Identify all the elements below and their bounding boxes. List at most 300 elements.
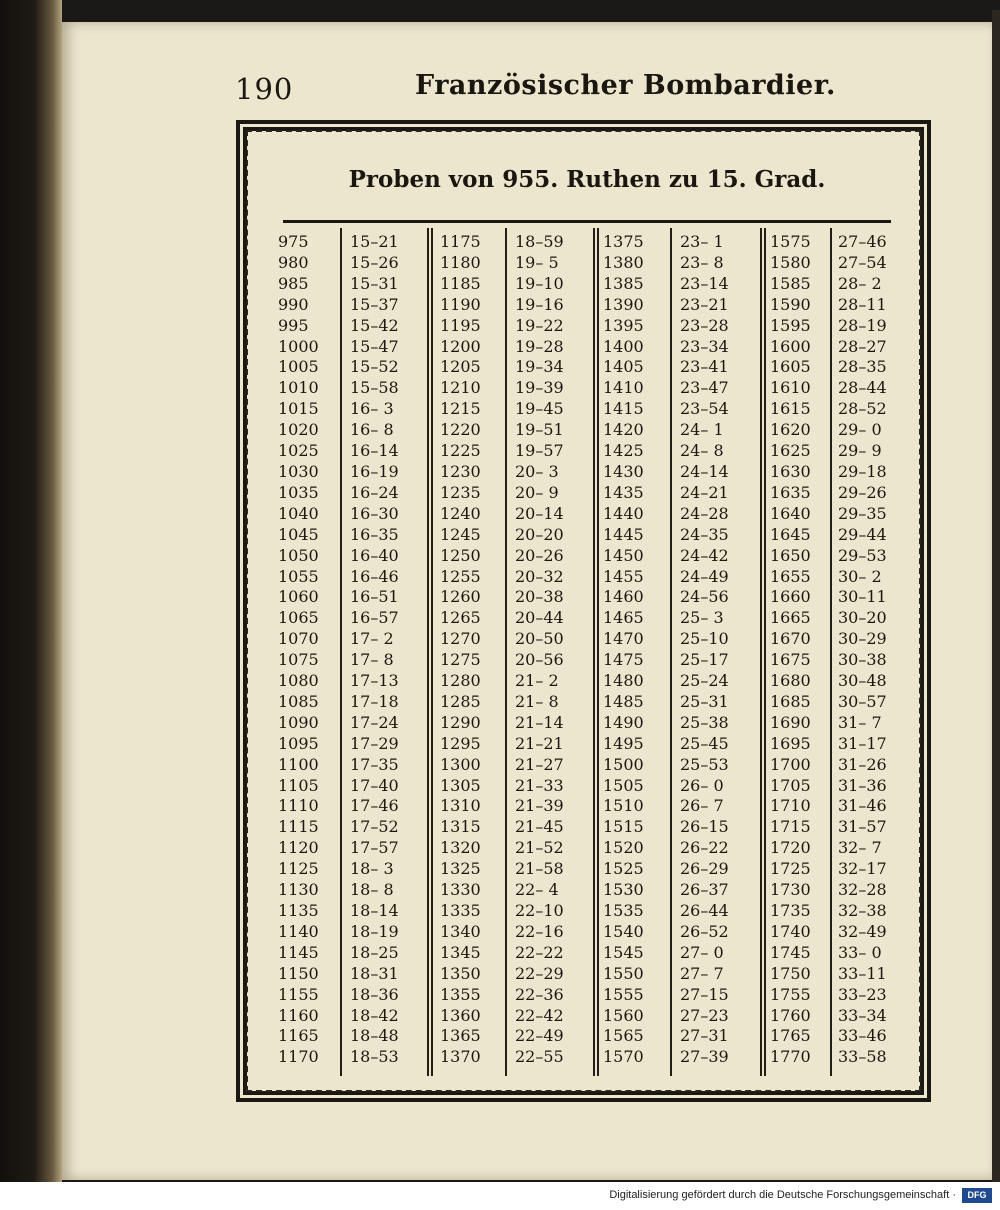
table-cell-distance: 1215 <box>440 399 481 419</box>
table-cell-distance: 1750 <box>770 963 811 983</box>
table-cell-distance: 1735 <box>770 901 811 920</box>
table-cell-value: 24– 8 <box>680 441 724 461</box>
table-cell-distance: 1500 <box>603 754 644 774</box>
table-cell-value: 32–49 <box>838 921 887 941</box>
table-cell-value: 19–57 <box>515 441 564 461</box>
table-cell-value: 25–31 <box>680 691 729 711</box>
table-cell-value: 16–24 <box>350 482 399 502</box>
table-cell-value: 18– 3 <box>350 859 394 879</box>
table-cell-value: 30– 2 <box>838 566 882 586</box>
table-cell-distance: 1080 <box>278 671 319 691</box>
table-cell-distance: 1135 <box>278 901 319 920</box>
table-cell-distance: 1525 <box>603 859 644 879</box>
table-cell-distance: 1460 <box>603 587 644 607</box>
table-cell-distance: 1380 <box>603 252 644 272</box>
table-cell-distance: 1060 <box>278 587 319 607</box>
table-cell-value: 23–41 <box>680 357 729 377</box>
table-cell-distance: 1760 <box>770 1005 811 1025</box>
table-cell-value: 28–27 <box>838 336 887 356</box>
table-cell-value: 29–44 <box>838 524 887 544</box>
column-divider <box>670 228 672 1076</box>
table-cell-value: 20– 3 <box>515 461 559 481</box>
table-cell-value: 19–16 <box>515 294 564 314</box>
table-cell-distance: 1560 <box>603 1005 644 1025</box>
table-cell-value: 23–28 <box>680 315 729 335</box>
table-cell-distance: 1745 <box>770 942 811 962</box>
table-cell-value: 28– 2 <box>838 273 882 293</box>
table-cell-value: 33– 0 <box>838 942 882 962</box>
table-cell-value: 16–30 <box>350 503 399 523</box>
table-cell-value: 26–29 <box>680 859 729 879</box>
table-cell-value: 27–46 <box>838 232 887 251</box>
table-cell-value: 18– 8 <box>350 880 394 900</box>
table-cell-distance: 1635 <box>770 482 811 502</box>
table-cell-value: 24–28 <box>680 503 729 523</box>
table-cell-distance: 1655 <box>770 566 811 586</box>
table-cell-distance: 1275 <box>440 650 481 670</box>
table-cell-value: 24–42 <box>680 545 729 565</box>
table-cell-distance: 1070 <box>278 629 319 649</box>
table-cell-value: 21–52 <box>515 838 564 858</box>
table-cell-value: 22– 4 <box>515 880 559 900</box>
table-cell-distance: 1480 <box>603 671 644 691</box>
table-cell-distance: 1185 <box>440 273 481 293</box>
table-cell-value: 17– 2 <box>350 629 394 649</box>
table-cell-value: 29–53 <box>838 545 887 565</box>
table-cell-value: 25–10 <box>680 629 729 649</box>
table-cell-distance: 1485 <box>603 691 644 711</box>
table-cell-distance: 1605 <box>770 357 811 377</box>
table-cell-value: 24–56 <box>680 587 729 607</box>
table-cell-distance: 1680 <box>770 671 811 691</box>
table-cell-value: 33–46 <box>838 1026 887 1046</box>
table-cell-distance: 1445 <box>603 524 644 544</box>
table-cell-value: 16–57 <box>350 608 399 628</box>
table-cell-distance: 1495 <box>603 733 644 753</box>
table-cell-value: 22–22 <box>515 942 564 962</box>
table-cell-distance: 1000 <box>278 336 319 356</box>
table-cell-value: 19–10 <box>515 273 564 293</box>
table-cell-distance: 1300 <box>440 754 481 774</box>
table-cell-value: 26– 7 <box>680 796 724 816</box>
table-cell-value: 31–36 <box>838 775 887 795</box>
distance-column <box>278 232 319 1068</box>
table-cell-distance: 1640 <box>770 503 811 523</box>
table-cell-distance: 1310 <box>440 796 481 816</box>
table-cell-distance: 1220 <box>440 420 481 440</box>
table-cell-distance: 1100 <box>278 754 319 774</box>
table-cell-distance: 1695 <box>770 733 811 753</box>
table-cell-distance: 1110 <box>278 796 319 816</box>
table-cell-distance: 1455 <box>603 566 644 586</box>
table-cell-distance: 1150 <box>278 963 319 983</box>
table-cell-distance: 1335 <box>440 901 481 920</box>
table-cell-distance: 1190 <box>440 294 481 314</box>
column-divider <box>427 228 429 1076</box>
table-cell-value: 23–14 <box>680 273 729 293</box>
column-divider <box>830 228 832 1076</box>
table-cell-distance: 1255 <box>440 566 481 586</box>
table-cell-distance: 1620 <box>770 420 811 440</box>
table-cell-distance: 1575 <box>770 232 811 251</box>
table-cell-distance: 980 <box>278 252 309 272</box>
table-cell-value: 21– 8 <box>515 691 559 711</box>
table-cell-distance: 1770 <box>770 1047 811 1067</box>
table-cell-distance: 1625 <box>770 441 811 461</box>
table-cell-distance: 1490 <box>603 712 644 732</box>
table-cell-value: 24– 1 <box>680 420 724 440</box>
table-cell-distance: 1685 <box>770 691 811 711</box>
table-cell-value: 19–34 <box>515 357 564 377</box>
table-cell-value: 18–19 <box>350 921 399 941</box>
dfg-logo: DFG <box>962 1188 992 1203</box>
table-cell-value: 22–29 <box>515 963 564 983</box>
table-cell-distance: 1415 <box>603 399 644 419</box>
table-cell-value: 25–38 <box>680 712 729 732</box>
table-cell-value: 26–44 <box>680 901 729 920</box>
table-cell-value: 27–15 <box>680 984 729 1004</box>
table-cell-distance: 1210 <box>440 378 481 398</box>
column-divider <box>764 228 766 1076</box>
table-cell-value: 22–10 <box>515 901 564 920</box>
table-cell-distance: 1450 <box>603 545 644 565</box>
table-cell-value: 20–50 <box>515 629 564 649</box>
table-cell-value: 20–14 <box>515 503 564 523</box>
digitization-footer <box>0 1182 1000 1210</box>
table-cell-value: 24–21 <box>680 482 729 502</box>
table-cell-value: 22–42 <box>515 1005 564 1025</box>
table-title: Proben von 955. Ruthen zu 15. Grad. <box>348 166 826 193</box>
table-cell-distance: 1025 <box>278 441 319 461</box>
table-cell-value: 26–52 <box>680 921 729 941</box>
table-cell-value: 27–39 <box>680 1047 729 1067</box>
column-divider <box>505 228 507 1076</box>
table-cell-distance: 1090 <box>278 712 319 732</box>
table-cell-value: 23– 8 <box>680 252 724 272</box>
table-cell-value: 21–27 <box>515 754 564 774</box>
table-cell-distance: 1390 <box>603 294 644 314</box>
table-cell-value: 29– 0 <box>838 420 882 440</box>
table-cell-value: 27–23 <box>680 1005 729 1025</box>
table-cell-distance: 1615 <box>770 399 811 419</box>
table-cell-distance: 1690 <box>770 712 811 732</box>
table-cell-distance: 1370 <box>440 1047 481 1067</box>
table-cell-value: 22–49 <box>515 1026 564 1046</box>
table-cell-value: 19– 5 <box>515 252 559 272</box>
table-cell-distance: 1715 <box>770 817 811 837</box>
table-cell-distance: 1660 <box>770 587 811 607</box>
table-cell-distance: 1320 <box>440 838 481 858</box>
table-cell-distance: 1535 <box>603 901 644 920</box>
table-cell-value: 32–38 <box>838 901 887 920</box>
table-cell-distance: 1645 <box>770 524 811 544</box>
distance-column <box>770 232 811 1068</box>
table-cell-distance: 1125 <box>278 859 319 879</box>
table-cell-distance: 1670 <box>770 629 811 649</box>
table-cell-distance: 1340 <box>440 921 481 941</box>
table-cell-distance: 1475 <box>603 650 644 670</box>
table-cell-distance: 1285 <box>440 691 481 711</box>
table-cell-value: 33–11 <box>838 963 887 983</box>
column-divider <box>593 228 595 1076</box>
table-cell-distance: 990 <box>278 294 309 314</box>
table-cell-distance: 1330 <box>440 880 481 900</box>
page-number: 190 <box>235 72 294 106</box>
value-column <box>350 232 399 1068</box>
table-cell-distance: 1170 <box>278 1047 319 1067</box>
table-cell-value: 22–55 <box>515 1047 564 1067</box>
table-cell-value: 26–22 <box>680 838 729 858</box>
table-cell-value: 25– 3 <box>680 608 724 628</box>
table-cell-value: 33–23 <box>838 984 887 1004</box>
table-cell-value: 25–24 <box>680 671 729 691</box>
table-cell-distance: 1360 <box>440 1005 481 1025</box>
table-cell-distance: 1140 <box>278 921 319 941</box>
table-cell-distance: 1610 <box>770 378 811 398</box>
table-cell-distance: 1515 <box>603 817 644 837</box>
table-cell-value: 16–51 <box>350 587 399 607</box>
table-cell-value: 22–36 <box>515 984 564 1004</box>
table-cell-value: 20–38 <box>515 587 564 607</box>
column-divider <box>760 228 762 1076</box>
table-cell-distance: 1440 <box>603 503 644 523</box>
column-divider <box>340 228 342 1076</box>
column-divider <box>597 228 599 1076</box>
table-cell-distance: 1570 <box>603 1047 644 1067</box>
table-cell-distance: 1585 <box>770 273 811 293</box>
table-cell-value: 21–58 <box>515 859 564 879</box>
table-cell-value: 29– 9 <box>838 441 882 461</box>
table-cell-value: 33–58 <box>838 1047 887 1067</box>
table-cell-distance: 1035 <box>278 482 319 502</box>
table-cell-distance: 995 <box>278 315 309 335</box>
table-cell-value: 29–18 <box>838 461 887 481</box>
table-cell-distance: 1200 <box>440 336 481 356</box>
table-cell-value: 31– 7 <box>838 712 882 732</box>
table-cell-value: 18–36 <box>350 984 399 1004</box>
table-cell-distance: 1400 <box>603 336 644 356</box>
table-cell-value: 23–34 <box>680 336 729 356</box>
table-cell-value: 21–45 <box>515 817 564 837</box>
table-cell-value: 32–17 <box>838 859 887 879</box>
table-cell-distance: 1555 <box>603 984 644 1004</box>
table-cell-distance: 1290 <box>440 712 481 732</box>
table-cell-value: 15–42 <box>350 315 399 335</box>
table-cell-distance: 1130 <box>278 880 319 900</box>
table-cell-value: 30–20 <box>838 608 887 628</box>
table-cell-value: 30–29 <box>838 629 887 649</box>
table-cell-value: 23–21 <box>680 294 729 314</box>
table-cell-value: 16– 3 <box>350 399 394 419</box>
table-cell-value: 16–14 <box>350 441 399 461</box>
table-cell-distance: 1235 <box>440 482 481 502</box>
table-cell-distance: 1600 <box>770 336 811 356</box>
value-column <box>515 232 564 1068</box>
table-cell-distance: 1675 <box>770 650 811 670</box>
table-cell-value: 15–52 <box>350 357 399 377</box>
table-cell-distance: 1055 <box>278 566 319 586</box>
table-cell-distance: 1005 <box>278 357 319 377</box>
table-cell-value: 32– 7 <box>838 838 882 858</box>
table-cell-value: 16–19 <box>350 461 399 481</box>
table-top-rule <box>283 220 891 223</box>
table-cell-value: 18–42 <box>350 1005 399 1025</box>
table-cell-value: 33–34 <box>838 1005 887 1025</box>
table-cell-value: 19–39 <box>515 378 564 398</box>
table-cell-value: 15–37 <box>350 294 399 314</box>
table-cell-distance: 1710 <box>770 796 811 816</box>
table-cell-distance: 1740 <box>770 921 811 941</box>
table-cell-value: 25–53 <box>680 754 729 774</box>
table-cell-distance: 1470 <box>603 629 644 649</box>
table-cell-value: 17–46 <box>350 796 399 816</box>
table-cell-distance: 1180 <box>440 252 481 272</box>
table-cell-distance: 1015 <box>278 399 319 419</box>
page-right-edge <box>992 10 1000 1182</box>
table-cell-distance: 1395 <box>603 315 644 335</box>
column-divider <box>431 228 433 1076</box>
table-cell-value: 18–48 <box>350 1026 399 1046</box>
table-cell-value: 20–44 <box>515 608 564 628</box>
table-cell-distance: 1385 <box>603 273 644 293</box>
table-cell-value: 17–35 <box>350 754 399 774</box>
table-cell-value: 24–49 <box>680 566 729 586</box>
table-cell-value: 27–31 <box>680 1026 729 1046</box>
table-cell-value: 17–40 <box>350 775 399 795</box>
value-column <box>680 232 729 1068</box>
table-cell-value: 22–16 <box>515 921 564 941</box>
table-cell-distance: 1720 <box>770 838 811 858</box>
table-cell-distance: 1075 <box>278 650 319 670</box>
table-cell-value: 17– 8 <box>350 650 394 670</box>
table-cell-distance: 1040 <box>278 503 319 523</box>
table-cell-distance: 1565 <box>603 1026 644 1046</box>
table-cell-value: 29–35 <box>838 503 887 523</box>
table-cell-value: 17–13 <box>350 671 399 691</box>
table-cell-distance: 1305 <box>440 775 481 795</box>
table-cell-value: 17–52 <box>350 817 399 837</box>
table-cell-value: 16–35 <box>350 524 399 544</box>
table-cell-distance: 1590 <box>770 294 811 314</box>
table-cell-distance: 1355 <box>440 984 481 1004</box>
table-cell-distance: 1295 <box>440 733 481 753</box>
table-cell-value: 18–25 <box>350 942 399 962</box>
table-cell-distance: 975 <box>278 232 309 251</box>
table-cell-distance: 1240 <box>440 503 481 523</box>
table-cell-value: 23–54 <box>680 399 729 419</box>
table-cell-distance: 1700 <box>770 754 811 774</box>
table-cell-value: 29–26 <box>838 482 887 502</box>
table-cell-distance: 1530 <box>603 880 644 900</box>
table-cell-distance: 1165 <box>278 1026 319 1046</box>
table-cell-value: 20–32 <box>515 566 564 586</box>
table-cell-value: 19–28 <box>515 336 564 356</box>
table-cell-value: 30–11 <box>838 587 887 607</box>
table-cell-value: 31–46 <box>838 796 887 816</box>
table-cell-value: 31–17 <box>838 733 887 753</box>
table-cell-value: 15–58 <box>350 378 399 398</box>
table-cell-value: 15–47 <box>350 336 399 356</box>
table-cell-value: 26–15 <box>680 817 729 837</box>
table-cell-value: 30–57 <box>838 691 887 711</box>
table-cell-distance: 1045 <box>278 524 319 544</box>
distance-column <box>603 232 644 1068</box>
table-cell-distance: 1115 <box>278 817 319 837</box>
table-cell-value: 25–45 <box>680 733 729 753</box>
table-cell-value: 24–14 <box>680 461 729 481</box>
table-cell-distance: 1280 <box>440 671 481 691</box>
table-cell-value: 20–56 <box>515 650 564 670</box>
table-cell-distance: 1435 <box>603 482 644 502</box>
table-cell-distance: 1350 <box>440 963 481 983</box>
table-cell-distance: 1050 <box>278 545 319 565</box>
table-cell-distance: 1430 <box>603 461 644 481</box>
table-cell-distance: 1345 <box>440 942 481 962</box>
ornamental-border-inner <box>246 130 921 1092</box>
table-cell-value: 28–44 <box>838 378 887 398</box>
table-cell-value: 15–21 <box>350 232 399 251</box>
table-cell-value: 18–59 <box>515 232 564 251</box>
footer-credit: Digitalisierung gefördert durch die Deutsche Forschungsgemeinschaft · <box>609 1189 956 1201</box>
table-cell-value: 20–26 <box>515 545 564 565</box>
table-cell-value: 15–31 <box>350 273 399 293</box>
table-cell-value: 20– 9 <box>515 482 559 502</box>
table-cell-value: 28–11 <box>838 294 887 314</box>
table-cell-distance: 1705 <box>770 775 811 795</box>
table-cell-value: 32–28 <box>838 880 887 900</box>
distance-column <box>440 232 481 1068</box>
table-cell-distance: 1175 <box>440 232 481 251</box>
table-cell-value: 21– 2 <box>515 671 559 691</box>
table-cell-distance: 1085 <box>278 691 319 711</box>
table-cell-distance: 1410 <box>603 378 644 398</box>
table-cell-distance: 1065 <box>278 608 319 628</box>
table-cell-value: 17–18 <box>350 691 399 711</box>
table-cell-distance: 1145 <box>278 942 319 962</box>
table-cell-value: 21–33 <box>515 775 564 795</box>
table-cell-value: 21–14 <box>515 712 564 732</box>
table-cell-distance: 1375 <box>603 232 644 251</box>
table-cell-distance: 1550 <box>603 963 644 983</box>
table-cell-value: 27– 0 <box>680 942 724 962</box>
table-cell-distance: 1505 <box>603 775 644 795</box>
table-cell-distance: 1365 <box>440 1026 481 1046</box>
table-cell-distance: 1580 <box>770 252 811 272</box>
table-cell-value: 18–14 <box>350 901 399 920</box>
table-cell-value: 16–40 <box>350 545 399 565</box>
table-cell-value: 28–19 <box>838 315 887 335</box>
table-cell-distance: 1205 <box>440 357 481 377</box>
table-cell-value: 18–31 <box>350 963 399 983</box>
table-cell-distance: 1010 <box>278 378 319 398</box>
table-cell-value: 28–35 <box>838 357 887 377</box>
table-cell-distance: 1105 <box>278 775 319 795</box>
table-cell-value: 19–22 <box>515 315 564 335</box>
table-cell-distance: 1195 <box>440 315 481 335</box>
table-cell-value: 31–26 <box>838 754 887 774</box>
table-cell-value: 25–17 <box>680 650 729 670</box>
table-cell-value: 30–48 <box>838 671 887 691</box>
table-cell-distance: 1265 <box>440 608 481 628</box>
table-cell-value: 18–53 <box>350 1047 399 1067</box>
table-cell-distance: 1510 <box>603 796 644 816</box>
running-head: Französischer Bombardier. <box>415 70 836 101</box>
table-cell-value: 24–35 <box>680 524 729 544</box>
table-cell-value: 21–21 <box>515 733 564 753</box>
table-cell-value: 28–52 <box>838 399 887 419</box>
table-cell-distance: 1765 <box>770 1026 811 1046</box>
table-cell-value: 23– 1 <box>680 232 724 251</box>
